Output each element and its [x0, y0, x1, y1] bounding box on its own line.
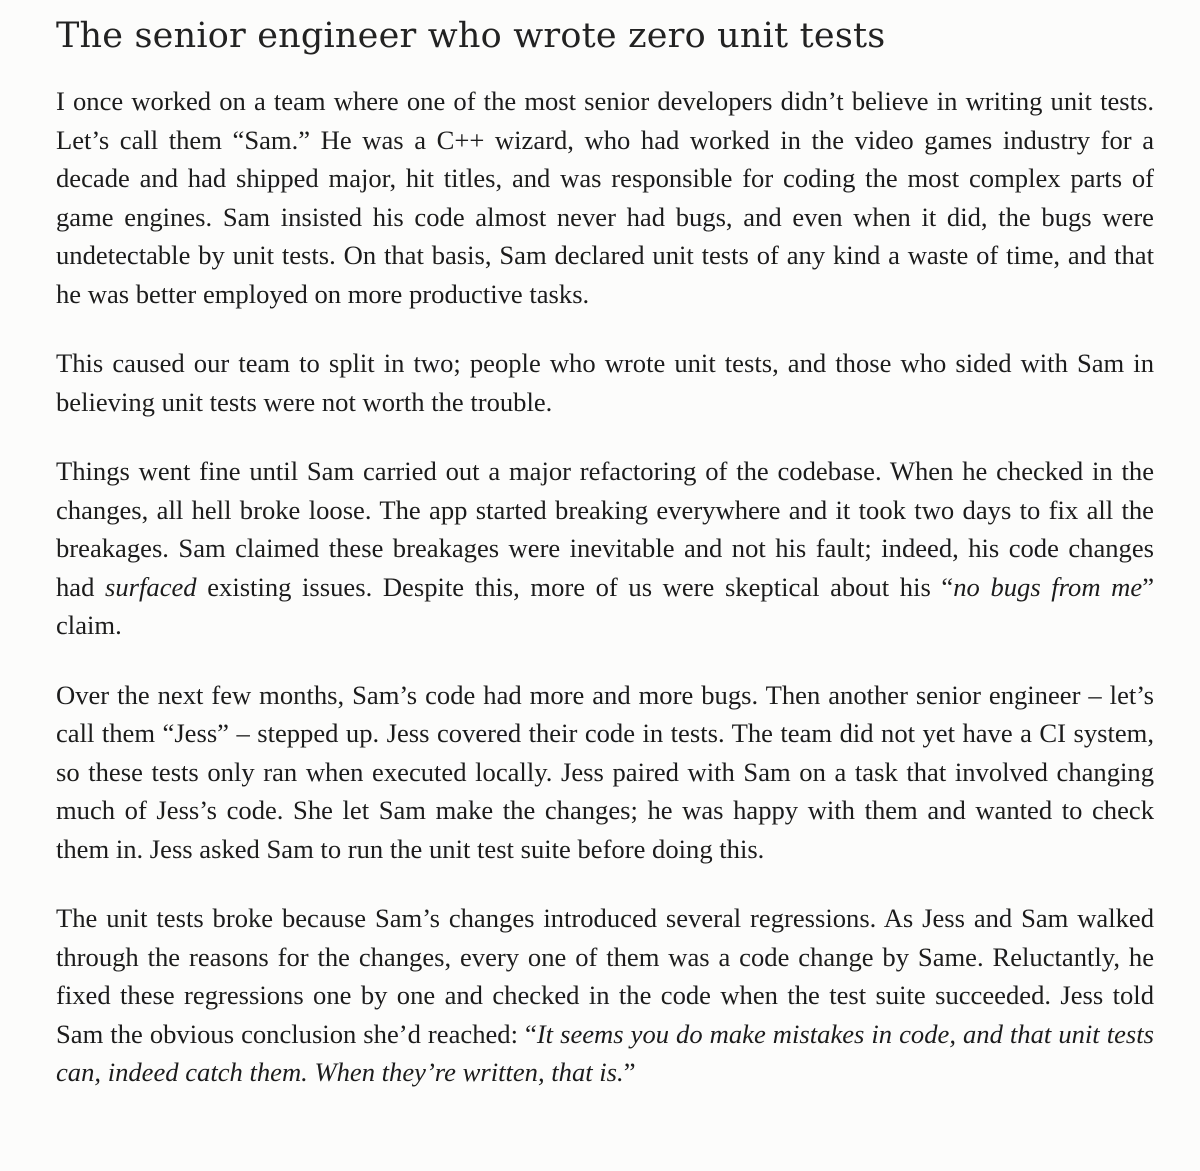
paragraph-4	[56, 676, 1154, 869]
paragraph-3	[56, 452, 1154, 645]
paragraph-5	[56, 899, 1154, 1092]
paragraph-text: The unit tests broke because Sam’s changes introduced several regressions. As Jess and Sam walked through the reasons for the changes, every one of them was a code change by Same. Reluctantly, he fixed these regressions one by one and checked in the code when the test suite succeeded. Jess told Sam the obvious conclusion she’d reached: “	[56, 903, 1154, 1049]
page-title: The senior engineer who wrote zero unit tests	[56, 16, 886, 56]
paragraph-text: existing issues. Despite this, more of us were skeptical about his “	[196, 571, 954, 602]
paragraph-text: I once worked on a team where one of the most senior developers didn’t believe in writing unit tests. Let’s call them “Sam.” He was a C++ wizard, who had worked in the video games industry for a decade and had shipped major, hit titles, and was responsible for coding the most complex parts of game engines. Sam insisted his code almost never had bugs, and even when it did, the bugs were undetectable by unit tests. On that basis, Sam declared unit tests of any kind a waste of time, and that he was better employed on more productive tasks.	[56, 86, 1154, 309]
emphasis-text: no bugs from me	[953, 571, 1143, 602]
quote-text: It seems you do make mistakes in code, and that unit tests can, indeed catch them. When they’re written, that is.	[56, 1018, 1154, 1087]
emphasis-text: surfaced	[105, 571, 197, 602]
paragraph-text: Over the next few months, Sam’s code had more and more bugs. Then another senior engineer – let’s call them “Jess” – stepped up. Jess covered their code in tests. The team did not yet have a CI system, so these tests only ran when executed locally. Jess paired with Sam on a task that involved changing much of Jess’s code. She let Sam make the changes; he was happy with them and wanted to check them in. Jess asked Sam to run the unit test suite before doing this.	[56, 679, 1154, 864]
paragraph-text: Things went fine until Sam carried out a major refactoring of the codebase. When he checked in the changes, all hell broke loose. The app started breaking everywhere and it took two days to fix all the breakages. Sam claimed these breakages were inevitable and not his fault; indeed, his code changes had	[56, 456, 1154, 602]
paragraph-text: ”	[623, 1057, 636, 1087]
paragraph-1	[56, 82, 1154, 313]
paragraph-text: This caused our team to split in two; people who wrote unit tests, and those who sided with Sam in believing unit tests were not worth the trouble.	[56, 348, 1154, 417]
paragraph-text: ” claim.	[56, 571, 1154, 640]
paragraph-2	[56, 344, 1154, 421]
